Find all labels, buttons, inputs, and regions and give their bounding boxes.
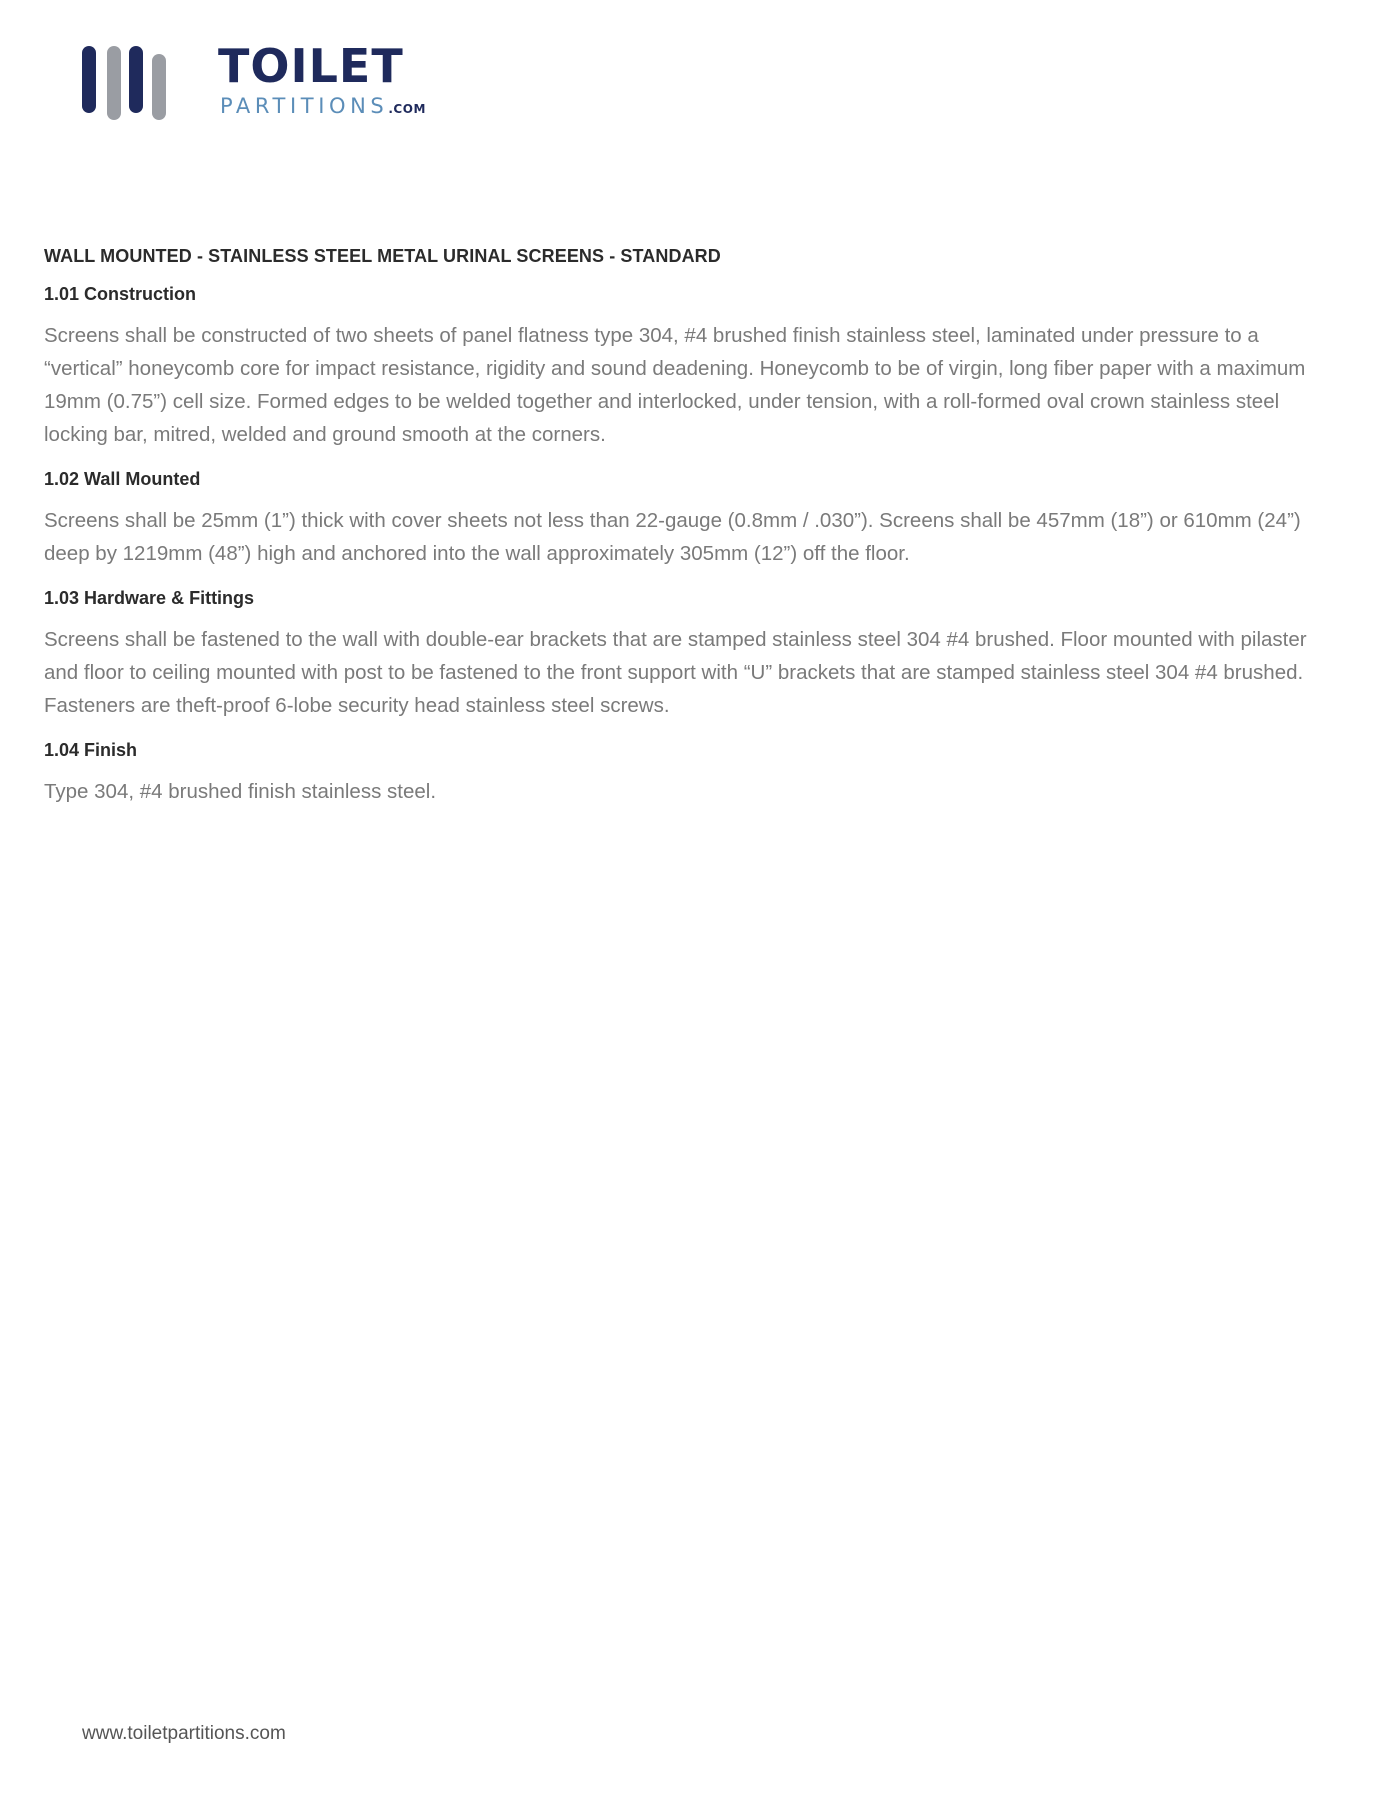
section-finish bbox=[44, 740, 1334, 808]
section-heading: 1.04 Finish bbox=[44, 740, 138, 760]
logo-bar bbox=[82, 46, 96, 113]
document-title: WALL MOUNTED - STAINLESS STEEL METAL URINAL SCREENS - STANDARD bbox=[44, 246, 721, 266]
section-body: Type 304, #4 brushed finish stainless steel. bbox=[44, 780, 437, 803]
section-body: Screens shall be constructed of two sheets of panel flatness type 304, #4 brushed finish stainless steel, laminated under pressure to a “vertical” honeycomb core for impact resistance, rigidity and sound deadening. Honeycomb to be of virgin, long fiber paper with a maximum 19mm (0.75”) cell size. Formed edges to be welded together and interlocked, under tension, with a roll-formed oval crown stainless steel locking bar, mitred, welded and ground smooth at the corners. bbox=[44, 324, 1306, 446]
company-logo bbox=[82, 39, 462, 124]
logo-bar bbox=[129, 46, 143, 113]
section-body: Screens shall be fastened to the wall with double-ear brackets that are stamped stainless steel 304 #4 brushed. Floor mounted with pilaster and floor to ceiling mounted with post to be fastened to the front support with “U” brackets that are stamped stainless steel 304 #4 brushed. Fasteners are theft-proof 6-lobe security head stainless steel screws. bbox=[44, 628, 1307, 717]
section-body: Screens shall be 25mm (1”) thick with cover sheets not less than 22-gauge (0.8mm / .030”). Screens shall be 457mm (18”) or 610mm (24”) deep by 1219mm (48”) high and anchored into the wall approximately 305mm (12”) off the floor. bbox=[44, 509, 1301, 565]
logo-bar bbox=[152, 54, 166, 120]
section-heading: 1.03 Hardware & Fittings bbox=[44, 588, 255, 608]
logo-bars-icon bbox=[82, 44, 170, 124]
logo-word-bottom bbox=[220, 96, 426, 117]
document-content bbox=[44, 246, 1334, 826]
logo-word-suffix: .COM bbox=[388, 102, 426, 116]
logo-bar bbox=[107, 46, 121, 120]
section-heading: 1.01 Construction bbox=[44, 284, 197, 304]
section-hardware-fittings bbox=[44, 588, 1334, 722]
footer-website-link[interactable]: www.toiletpartitions.com bbox=[82, 1723, 286, 1744]
section-wall-mounted bbox=[44, 469, 1334, 570]
section-heading: 1.02 Wall Mounted bbox=[44, 469, 201, 489]
logo-word-top: TOILET bbox=[218, 39, 404, 93]
section-construction bbox=[44, 284, 1334, 451]
logo-word-partitions: PARTITIONS bbox=[220, 94, 389, 118]
